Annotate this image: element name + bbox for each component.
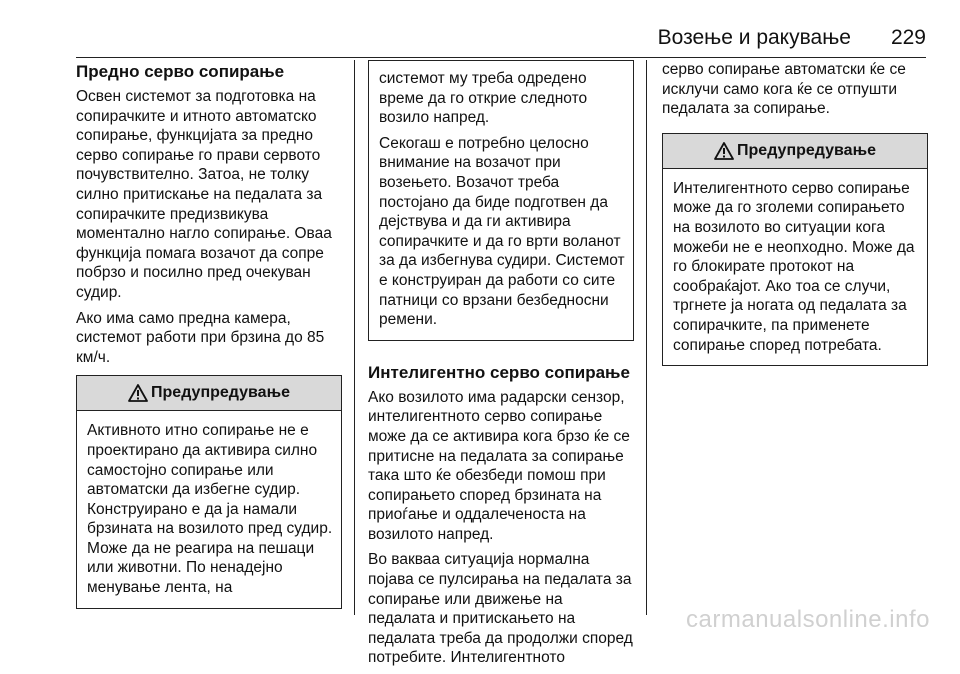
paragraph: серво сопирање автоматски ќе се исклучи само кога ќе се отпушти педалата за сопирање. [662, 61, 906, 118]
section-heading-intelligent-servo: Интелигентно серво сопирање [368, 362, 630, 382]
paragraph: Во вакваа ситуација нормална појава се пулсирања на педалата за сопирање или движење на педалата и притискањето на педалата треба да продолжи според потребите. Интелигентното [368, 551, 633, 667]
paragraph: Ако возилото има радарски сензор, интелигентното серво сопирање може да се активира кога брзо ќе се притисне на педалата за сопирање така што ќе обезбеди помош при сопирањето според брзината на приоѓање и оддалеченоста на возилото напред. [368, 388, 630, 543]
watermark: carmanualsonline.info [686, 606, 930, 633]
warning-triangle-icon [714, 142, 734, 160]
column-2 [368, 60, 634, 674]
column-3 [662, 60, 928, 366]
warning-box [76, 375, 342, 608]
warning-text: Интелигентното серво сопирање може да го зголеми сопирањето на возилото во ситуации кога можеби не е неопходно. Може да го блокирате протокот на сообраќајот. Ако тоа се случи, тргнете ја ногата од педалата за сопирачките, па применете сопирање според потребата. [673, 179, 915, 354]
warning-text: Активното итно сопирање не е проектирано да активира силно самостојно сопирање или автоматски да избегне судир. Конструирано е да ја намали брзината на возилото пред судир. Може да не реагира на пешаци или животни. По ненадејно менување лента, на [87, 422, 333, 597]
warning-header [663, 134, 927, 169]
column-divider-1 [354, 60, 355, 615]
warning-text: системот му треба одредено време да го открие следното возило напред. [379, 70, 588, 127]
warning-label: Предупредување [737, 141, 876, 159]
column-1 [76, 60, 342, 609]
section-heading-front-servo: Предно серво сопирање [76, 62, 285, 81]
paragraph: Ако има само предна камера, системот работи при брзина до 85 км/ч. [76, 309, 325, 366]
page-header [658, 26, 926, 50]
warning-label: Предупредување [151, 384, 290, 402]
column-divider-2 [646, 60, 647, 615]
page-number: 229 [890, 26, 926, 49]
warning-box [662, 133, 928, 366]
warning-box-continued [368, 60, 634, 341]
warning-header [77, 376, 341, 411]
warning-triangle-icon [128, 384, 148, 402]
section-title: Возење и ракување [657, 26, 851, 49]
paragraph: Освен системот за подготовка на сопирачките и итното автоматско сопирање, функцијата за предно серво сопирање го прави сервото почувствително. Затоа, не толку силно притискање на педалата за сопирачките предизвикува моментално нагло сопирање. Оваа функција помага возачот да сопре побрзо и посилно пред очекуван судир. [76, 88, 332, 301]
header-rule [76, 57, 926, 58]
warning-text: Секогаш е потребно целосно внимание на возачот при возењето. Возачот треба постојано да биде подготвен да дејствува и да ги активира сопирачките и да го врти воланот за да избегнува судири. Системот е конструиран да работи со сите патници со врзани безбедносни ремени. [379, 134, 625, 329]
